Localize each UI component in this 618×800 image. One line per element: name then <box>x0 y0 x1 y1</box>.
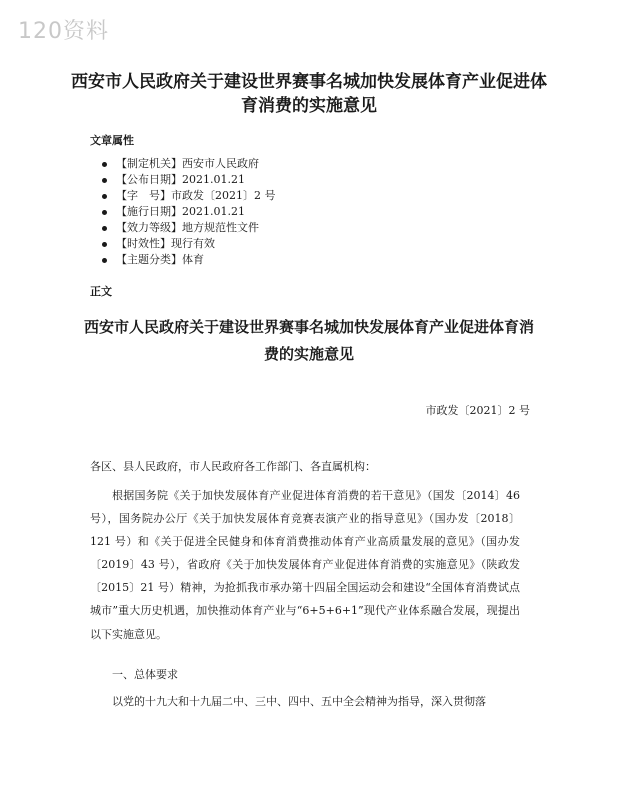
properties-heading: 文章属性 <box>90 134 134 147</box>
property-item: 【施行日期】2021.01.21 <box>100 204 276 220</box>
document-number: 市政发〔2021〕2 号 <box>425 404 530 417</box>
document-title: 西安市人民政府关于建设世界赛事名城加快发展体育产业促进体育消费的实施意见 <box>71 72 547 116</box>
section-heading: 一、总体要求 <box>112 668 178 681</box>
property-item: 【制定机关】西安市人民政府 <box>100 156 276 172</box>
property-item: 【主题分类】体育 <box>100 252 276 268</box>
body-heading: 正文 <box>90 285 112 298</box>
paragraph: 根据国务院《关于加快发展体育产业促进体育消费的若干意见》（国发〔2014〕46 号），国务院办公厅《关于加快发展体育竞赛表演产业的指导意见》（国办发〔2018〕121 号）和《关于促进全民健身和体育消费推动体育产业高质量发展的意见》（国办发〔2019〕43 号），省政府《关于加快发展体育产业促进体育消费的实施意见》（陕政发〔2015〕21 号）精神，为抢抓我市承办第十四届全国运动会和建设“全国体育消费试点城市”重大历史机遇，加快推动体育产业与“6+5+6+1”现代产业体系融合发展，现提出以下实施意见。 <box>90 489 520 641</box>
watermark-logo: 120资料 <box>18 19 109 44</box>
property-item: 【时效性】现行有效 <box>100 236 276 252</box>
property-item: 【效力等级】地方规范性文件 <box>100 220 276 236</box>
properties-list <box>100 156 276 268</box>
property-item: 【字 号】市政发〔2021〕2 号 <box>100 188 276 204</box>
paragraph: 以党的十九大和十九届二中、三中、四中、五中全会精神为指导，深入贯彻落 <box>112 695 486 708</box>
salutation: 各区、县人民政府，市人民政府各工作部门、各直属机构： <box>90 460 376 473</box>
body-title: 西安市人民政府关于建设世界赛事名城加快发展体育产业促进体育消费的实施意见 <box>83 318 534 363</box>
property-item: 【公布日期】2021.01.21 <box>100 172 276 188</box>
